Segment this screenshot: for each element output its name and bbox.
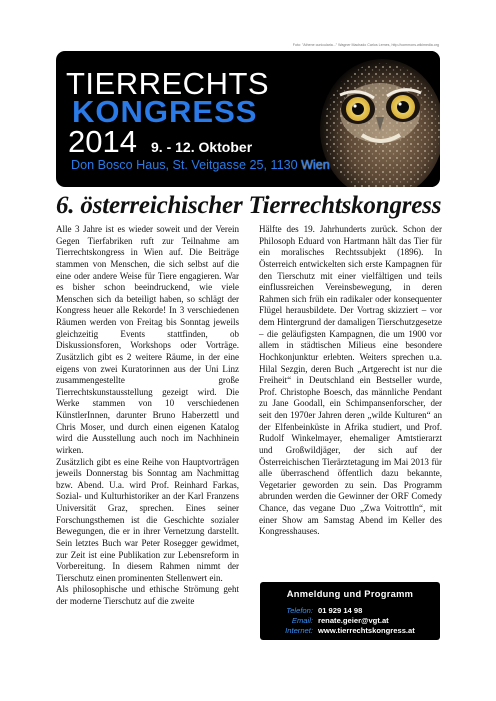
article-column-right	[259, 224, 442, 538]
email-link[interactable]: renate.geier@vgt.at	[318, 616, 389, 625]
event-banner	[56, 51, 440, 187]
banner-venue-city: Wien	[301, 158, 330, 172]
registration-box	[260, 582, 440, 640]
banner-year: 2014	[68, 124, 137, 159]
banner-venue-address: Don Bosco Haus, St. Veitgasse 25, 1130	[71, 158, 302, 172]
phone-number: 01 929 14 98	[318, 606, 363, 615]
photo-credit: Foto: "Athene cunicularia..." Wagner Machado Carlos Lemes, http://commons.wikimedia.org	[292, 43, 439, 47]
paragraph: Zusätzlich gibt es eine Reihe von Hauptvorträgen jeweils Donnerstag bis Sonntag am Nachmittag bzw. Abend. U.a. wird Prof. Reinhard Farkas, Sozial- und Kulturhistoriker an der Karl Franzens Universität Graz, sprechen. Eines seiner Forschungsthemen ist die Geschichte sozialer Bewegungen, die er in ihrer Vernetzung darstellt. Sein letztes Buch war Peter Rosegger gewidmet, zur Zeit ist eine Publikation zur Lebensreform in Vorbereitung. In diesem Rahmen nimmt der Tierschutz einen prominenten Stellenwert ein.	[56, 456, 239, 583]
banner-title-line1: TIERRECHTS	[66, 66, 270, 101]
registration-title: Anmeldung und Programm	[286, 589, 414, 599]
paragraph: Hälfte des 19. Jahrhunderts zurück. Schon der Philosoph Eduard von Hartmann hält das Tier für ein moralisches Rechtssubjekt (1896). In Österreich entwickelten sich erste Kampagnen für den Tierschutz mit einer vielfältigen und teils einflussreichen Vereinsbewegung, in deren Rahmen sich früh ein radikaler oder konsequenter Flügel herausbildete. Der Vortrag skizziert – vor dem Hintergrund der damaligen Tierschutzgesetze – die geläufigsten Kampagnen, die um 1900 vor allem in städtischen Milieus eine besondere Hochkonjunktur erlebten. Weiters sprechen u.a. Hilal Sezgin, deren Buch „Artgerecht ist nur die Freiheit“ in Deutschland ein Bestseller wurde, Prof. Christophe Boesch, das männliche Pendant zu Jane Goodall, ein Schimpansenforscher, der seit den 1970er Jahren deren „wilde Kulturen“ an der Elfenbeinküste in Afrika studiert, und Prof. Rudolf Winkelmayer, ehemaliger Amtstierarzt und Großwildjäger, der sich auf der Österreichischen Tierärztetagung im Mai 2013 für alle überraschend öffentlich dazu bekannte, Vegetarier geworden zu sein. Das Programm abrunden werden die Gewinner der ORF Comedy Chance, das vegane Duo „Zwa Voitrottln“, mit einer Show am Samstag Abend im Keller des Kongresshauses.	[259, 224, 442, 537]
web-link[interactable]: www.tierrechtskongress.at	[318, 626, 415, 635]
article-headline: 6. österreichischer Tierrechtskongress	[56, 192, 442, 219]
banner-date: 9. - 12. Oktober	[151, 139, 253, 155]
paragraph: Alle 3 Jahre ist es wieder soweit und der Verein Gegen Tierfabriken ruft zur Teilnahme am Tierrechtskongress in Wien auf. Die Beiträge stammen von Menschen, die sich selbst auf die eine oder andere Weise für Tiere engagieren. War es bisher schon beeindruckend, wie viele Menschen sich da beteiligt haben, so schlägt der Kongress heuer alle Rekorde! In 3 verschiedenen Räumen werden von Freitag bis Sonntag jeweils gleichzeitig Events stattfinden, ob Diskussionsforen, Workshops oder Vorträge. Zusätzlich gibt es 2 weitere Räume, in der eine eigens von zwei Kuratorinnen aus der Uni Linz zusammengestellte große Tierrechtskunstausstellung gezeigt wird. Die Werke stammen von 10 verschiedenen KünstlerInnen, darunter Bruno Haberzettl und Chris Moser, und durch einen eigenen Katalog wird die Ausstellung auch noch im Nachhinein wirken.	[56, 224, 239, 455]
email-label: Email:	[291, 616, 313, 625]
article-column-left	[56, 224, 239, 608]
banner-venue	[71, 159, 330, 172]
banner-title-line2: KONGRESS	[72, 94, 258, 129]
phone-label: Telefon:	[286, 606, 313, 615]
paragraph: Als philosophische und ethische Strömung geht der moderne Tierschutz auf die zweite	[56, 584, 239, 606]
web-label: Internet:	[285, 626, 313, 635]
